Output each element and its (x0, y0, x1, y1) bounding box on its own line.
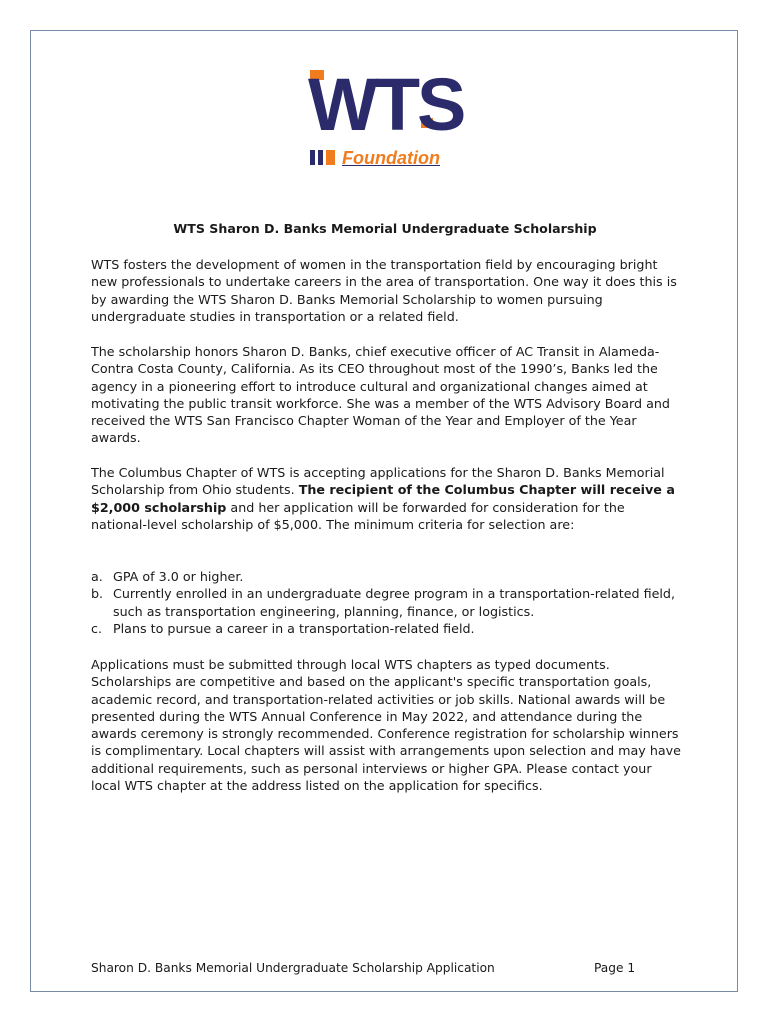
footer-page-number: Page 1 (594, 961, 636, 975)
list-item (91, 585, 681, 620)
list-item-text: GPA of 3.0 or higher. (113, 569, 244, 584)
paragraph-applications: Applications must be submitted through local WTS chapters as typed documents. Scholarships are competitive and based on the applicant's specific transportation goals, academic record, and transportation-related activities or job skills. National awards will be presented during the WTS Annual Conference in May 2022, and attendance during the awards ceremony is strongly recommended. Conference registration for scholarship winners is complimentary. Local chapters will assist with arrangements upon selection and may have additional requirements, such as personal interviews or higher GPA. Please contact your local WTS chapter at the address listed on the application for specifics. (91, 657, 681, 794)
list-marker: a. (91, 569, 103, 584)
paragraph-intro: WTS fosters the development of women in the transportation field by encouraging bright new professionals to undertake careers in the area of transportation. One way it does this is by awarding the WTS Sharon D. Banks Memorial Scholarship to women pursuing undergraduate studies in transportation or a related field. (91, 257, 677, 324)
list-marker: c. (91, 620, 103, 636)
list-item (91, 568, 681, 585)
logo-subtitle: Foundation (342, 148, 440, 168)
paragraph-columbus-tail: and her application will be forwarded for consideration for the national-level scholarship of $5,000. The minimum criteria for selection are: (91, 499, 625, 532)
paragraph-columbus-lead: The Columbus Chapter of WTS is accepting applications for the Sharon D. Banks Memorial Scholarship from Ohio students. (91, 465, 665, 498)
paragraph-columbus-bold: The recipient of the Columbus Chapter will receive a $2,000 scholarship (91, 482, 675, 515)
list-item (91, 620, 681, 637)
footer-document-name: Sharon D. Banks Memorial Undergraduate Scholarship Application (91, 961, 495, 975)
logo-wordmark: WTS (308, 63, 464, 146)
document-title: WTS Sharon D. Banks Memorial Undergraduate Scholarship (173, 221, 597, 236)
logo-bars-icon (310, 150, 338, 165)
list-item-text: Plans to pursue a career in a transportation-related field. (113, 620, 475, 636)
list-item-text: Currently enrolled in an undergraduate degree program in a transportation-related field, such as transportation engineering, planning, finance, or logistics. (113, 586, 676, 619)
list-marker: b. (91, 586, 104, 602)
paragraph-columbus (91, 464, 681, 533)
paragraph-honoree: The scholarship honors Sharon D. Banks, chief executive officer of AC Transit in Alameda-Contra Costa County, California. As its CEO throughout most of the 1990’s, Banks led the agency in a pioneering effort to introduce cultural and organizational changes aimed at motivating the public transit workforce. She was a member of the WTS Advisory Board and received the WTS San Francisco Chapter Woman of the Year and Employer of the Year awards. (91, 344, 670, 446)
wts-foundation-logo (308, 63, 464, 170)
criteria-list (91, 568, 681, 637)
